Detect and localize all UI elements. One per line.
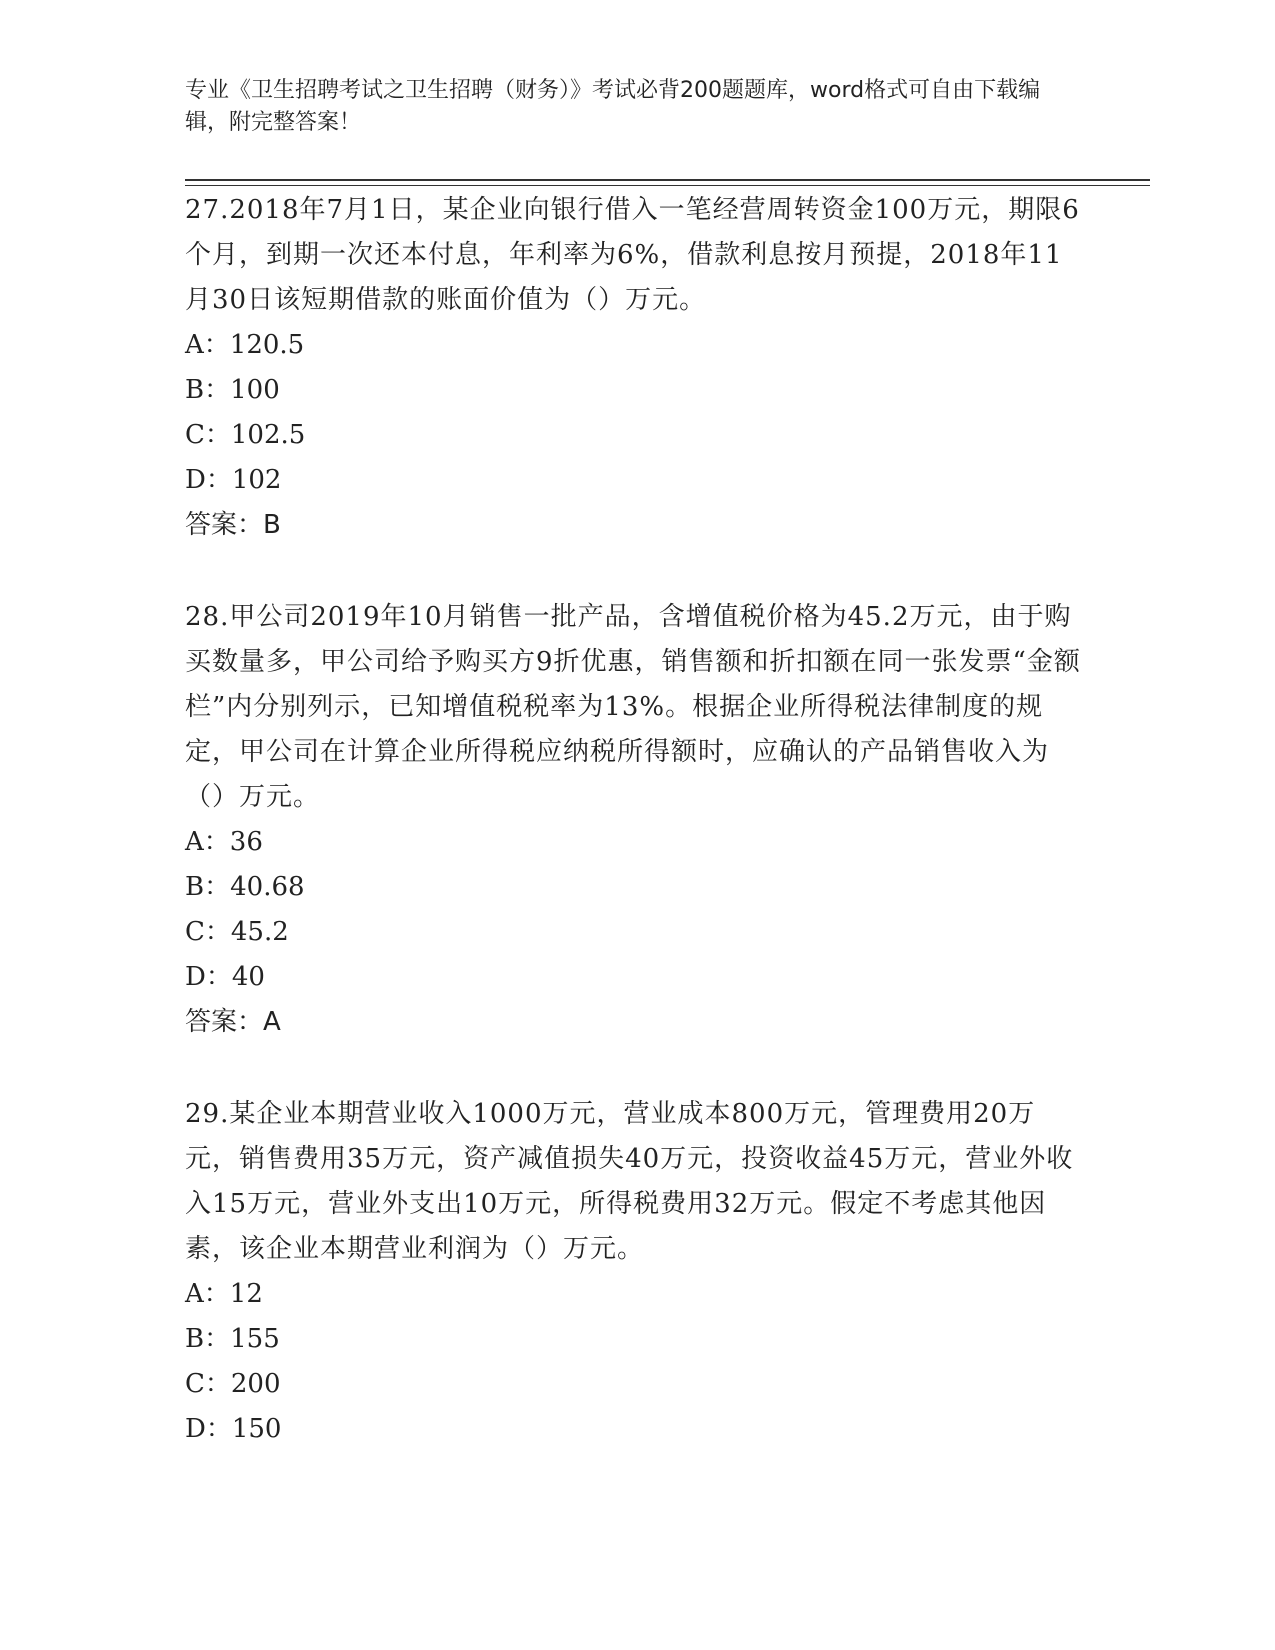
option-a: A：120.5	[185, 330, 305, 360]
document-header: 专业《卫生招聘考试之卫生招聘（财务）》考试必背200题题库，word格式可自由下载编辑，附完整答案！	[185, 78, 1041, 135]
option-a: A：36	[185, 827, 263, 857]
question-28	[185, 595, 1085, 1045]
option-c: C：200	[185, 1369, 281, 1399]
answer-label: 答案：B	[185, 510, 281, 540]
question-29	[185, 1092, 1085, 1452]
answer-label: 答案：A	[185, 1007, 281, 1037]
question-stem: 27.2018年7月1日，某企业向银行借入一笔经营周转资金100万元，期限6个月，到期一次还本付息，年利率为6%，借款利息按月预提，2018年11月30日该短期借款的账面价值为（）万元。	[185, 195, 1080, 315]
option-d: D：102	[185, 465, 282, 495]
option-d: D：150	[185, 1414, 282, 1444]
question-27	[185, 188, 1085, 548]
question-stem: 29.某企业本期营业收入1000万元，营业成本800万元，管理费用20万元，销售费用35万元，资产减值损失40万元，投资收益45万元，营业外收入15万元，营业外支出10万元，所得税费用32万元。假定不考虑其他因素，该企业本期营业利润为（）万元。	[185, 1099, 1074, 1264]
option-b: B：100	[185, 375, 280, 405]
option-c: C：45.2	[185, 917, 289, 947]
option-d: D：40	[185, 962, 265, 992]
header-divider-top	[185, 179, 1150, 181]
option-b: B：155	[185, 1324, 280, 1354]
question-stem: 28.甲公司2019年10月销售一批产品，含增值税价格为45.2万元，由于购买数量多，甲公司给予购买方9折优惠，销售额和折扣额在同一张发票“金额栏”内分别列示，已知增值税税率为13%。根据企业所得税法律制度的规定，甲公司在计算企业所得税应纳税所得额时，应确认的产品销售收入为（）万元。	[185, 602, 1081, 812]
option-b: B：40.68	[185, 872, 305, 902]
option-c: C：102.5	[185, 420, 306, 450]
option-a: A：12	[185, 1279, 263, 1309]
header-divider-bottom	[185, 185, 1150, 186]
